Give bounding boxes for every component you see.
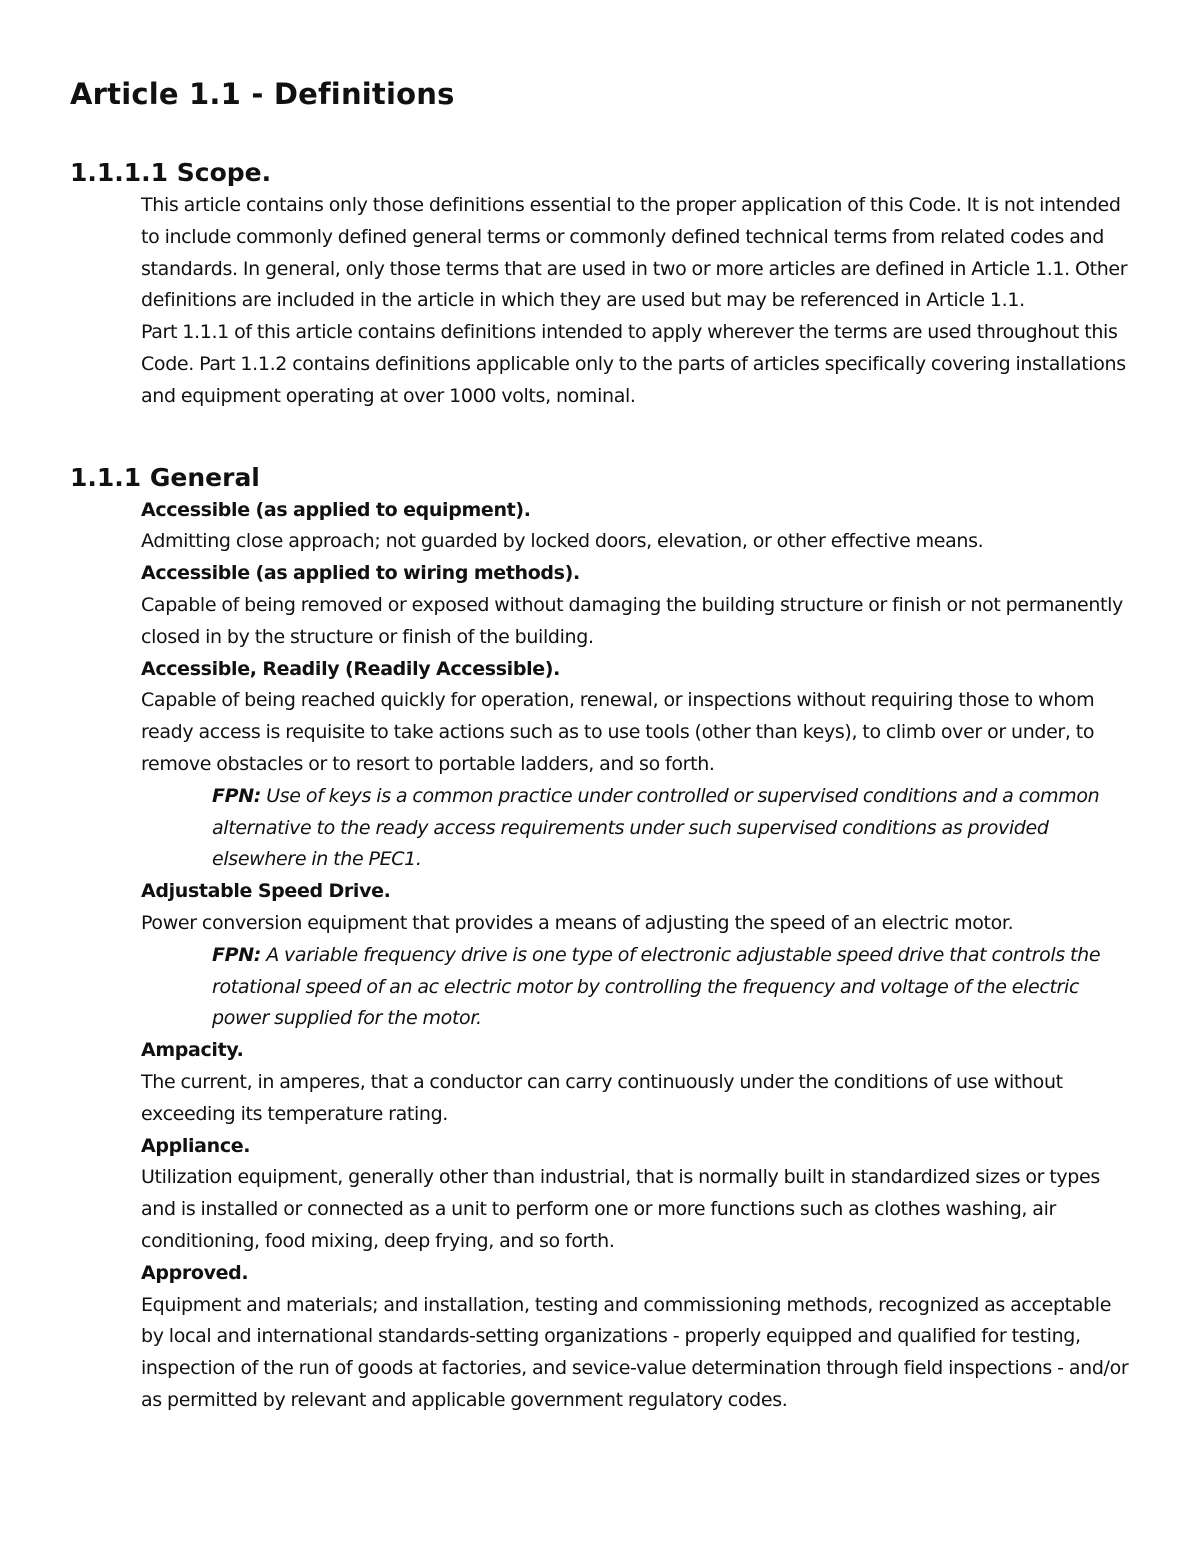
definition-entry	[141, 876, 1135, 1035]
definition-entry	[141, 1131, 1135, 1258]
fpn-label: FPN:	[212, 943, 262, 966]
definition-entry	[141, 495, 1135, 559]
fpn-text: A variable frequency drive is one type of electronic adjustable speed drive that controls the rotational speed of an ac electric motor by controlling the frequency and voltage of the electric power supplied for the motor.	[212, 943, 1101, 1030]
scope-body	[141, 190, 1135, 413]
scope-paragraph: This article contains only those definitions essential to the proper application of this Code. It is not intended to include commonly defined general terms or commonly defined technical terms from related codes and standards. In general, only those terms that are used in two or more articles are defined in Article 1.1. Other definitions are included in the article in which they are used but may be referenced in Article 1.1.	[141, 194, 1128, 312]
definition-entry	[141, 654, 1135, 877]
general-heading: 1.1.1 General	[70, 462, 260, 492]
document-page	[70, 70, 1135, 1417]
fine-print-note	[212, 940, 1135, 1035]
definition-entry	[141, 558, 1135, 653]
definition-term: Appliance.	[141, 1134, 251, 1157]
definition-text: Capable of being reached quickly for operation, renewal, or inspections without requiring those to whom ready access is requisite to take actions such as to use tools (other than keys), to climb over or under, to remove obstacles or to resort to portable ladders, and so forth.	[141, 689, 1095, 775]
definition-text: Equipment and materials; and installation, testing and commissioning methods, recognized as acceptable by local and international standards-setting organizations - properly equipped and qualified for testing, inspection of the run of goods at factories, and sevice-value determination through field inspections - and/or as permitted by relevant and applicable government regulatory codes.	[141, 1293, 1129, 1411]
fpn-text: Use of keys is a common practice under controlled or supervised conditions and a common alternative to the ready access requirements under such supervised conditions as provided elsewhere in the PEC1.	[212, 784, 1100, 871]
definition-term: Ampacity.	[141, 1039, 244, 1062]
definition-text: The current, in amperes, that a conductor can carry continuously under the conditions of use without exceeding its temperature rating.	[141, 1070, 1063, 1125]
definition-text: Capable of being removed or exposed without damaging the building structure or finish or not permanently closed in by the structure or finish of the building.	[141, 593, 1123, 648]
scope-paragraph: Part 1.1.1 of this article contains definitions intended to apply wherever the terms are used throughout this Code. Part 1.1.2 contains definitions applicable only to the parts of articles specifically covering installations and equipment operating at over 1000 volts, nominal.	[141, 321, 1126, 407]
definition-term: Approved.	[141, 1261, 249, 1284]
article-title: Article 1.1 - Definitions	[70, 77, 455, 111]
definition-term: Accessible (as applied to wiring methods).	[141, 562, 580, 585]
definitions-list	[141, 495, 1135, 1417]
definition-term: Adjustable Speed Drive.	[141, 880, 391, 903]
definition-text: Utilization equipment, generally other than industrial, that is normally built in standardized sizes or types and is installed or connected as a unit to perform one or more functions such as clothes washing, air conditioning, food mixing, deep frying, and so forth.	[141, 1166, 1100, 1252]
definition-entry	[141, 1258, 1135, 1417]
definition-text: Power conversion equipment that provides a means of adjusting the speed of an electric motor.	[141, 911, 1014, 934]
definition-term: Accessible (as applied to equipment).	[141, 498, 531, 521]
scope-heading: 1.1.1.1 Scope.	[70, 158, 272, 187]
definition-text: Admitting close approach; not guarded by locked doors, elevation, or other effective means.	[141, 530, 984, 553]
definition-term: Accessible, Readily (Readily Accessible).	[141, 657, 560, 680]
fpn-label: FPN:	[212, 784, 262, 807]
definition-entry	[141, 1035, 1135, 1130]
fine-print-note	[212, 781, 1135, 876]
